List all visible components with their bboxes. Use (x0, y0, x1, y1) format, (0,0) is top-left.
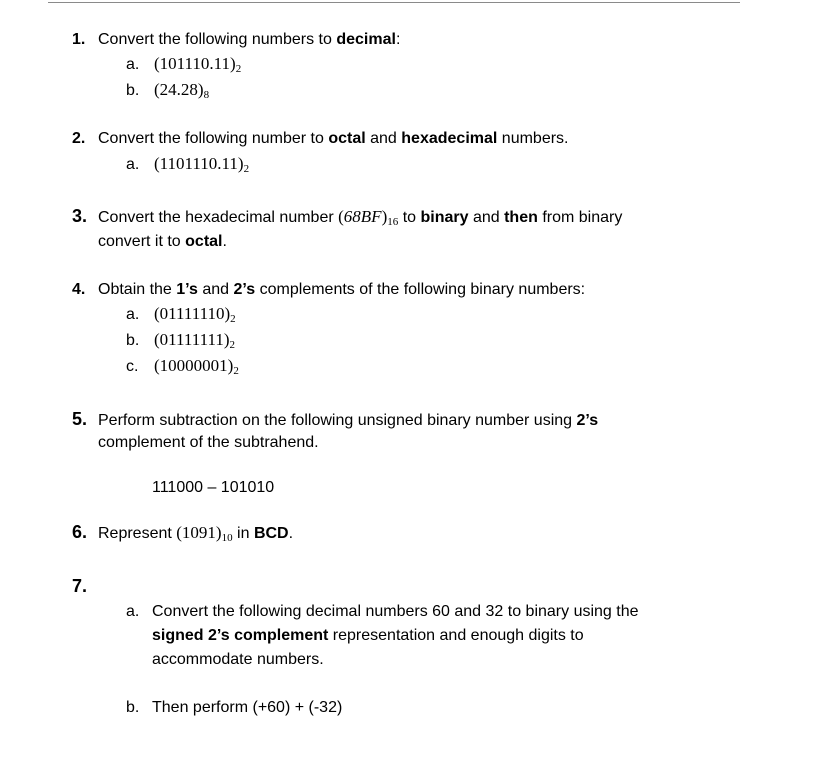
q2-item-a: a. $(1101110.11)_2$ (126, 154, 250, 175)
question-text: Convert the following numbers to decimal: (98, 31, 401, 48)
question-7 (72, 574, 98, 600)
question-text: Convert the hexadecimal number $(68BF)_{16}$ to binary and then from binary (98, 207, 623, 228)
q7-item-a-line-1: Convert the following decimal numbers 60 and 32 to binary using the (152, 603, 639, 620)
question-4 (72, 278, 585, 302)
question-2 (72, 127, 568, 151)
q1-item-b: b. $(24.28)_8$ (126, 80, 210, 101)
question-1 (72, 28, 400, 52)
top-rule (48, 2, 740, 3)
question-6 (72, 520, 293, 546)
q1-item-a: a. $(101110.11)_2$ (126, 54, 242, 75)
question-number: 5. (72, 409, 88, 429)
q7-item-b-text: Then perform (+60) + (-32) (152, 699, 343, 716)
q4-item-c: c. $(10000001)_2$ (126, 356, 239, 377)
q7-item-a-line-3: accommodate numbers. (152, 651, 324, 668)
subtraction-expression: 111000 – 101010 (152, 479, 275, 496)
q7-item-a-line-2: signed 2’s complement representation and enough digits to (152, 627, 584, 644)
question-5-line-2: complement of the subtrahend. (98, 434, 319, 451)
question-number: 3. (72, 206, 88, 226)
question-number: 6. (72, 522, 88, 542)
q7-item-a-label: a. (126, 603, 140, 620)
question-number: 7. (72, 576, 88, 596)
question-number: 2. (72, 130, 86, 147)
question-number: 4. (72, 281, 86, 298)
question-3 (72, 204, 622, 230)
q4-item-a: a. $(01111110)_2$ (126, 304, 236, 325)
q7-item-b-label: b. (126, 699, 140, 716)
question-text: Perform subtraction on the following unsigned binary number using 2’s (98, 412, 599, 429)
question-text: Represent $(1091)_{10}$ in BCD. (98, 523, 294, 544)
question-3-line-2: convert it to octal. (98, 233, 227, 250)
question-text: Convert the following number to octal and hexadecimal numbers. (98, 130, 569, 147)
question-number: 1. (72, 31, 86, 48)
q4-item-b: b. $(01111111)_2$ (126, 330, 236, 351)
question-text: Obtain the 1’s and 2’s complements of the following binary numbers: (98, 281, 586, 298)
question-5 (72, 407, 598, 433)
